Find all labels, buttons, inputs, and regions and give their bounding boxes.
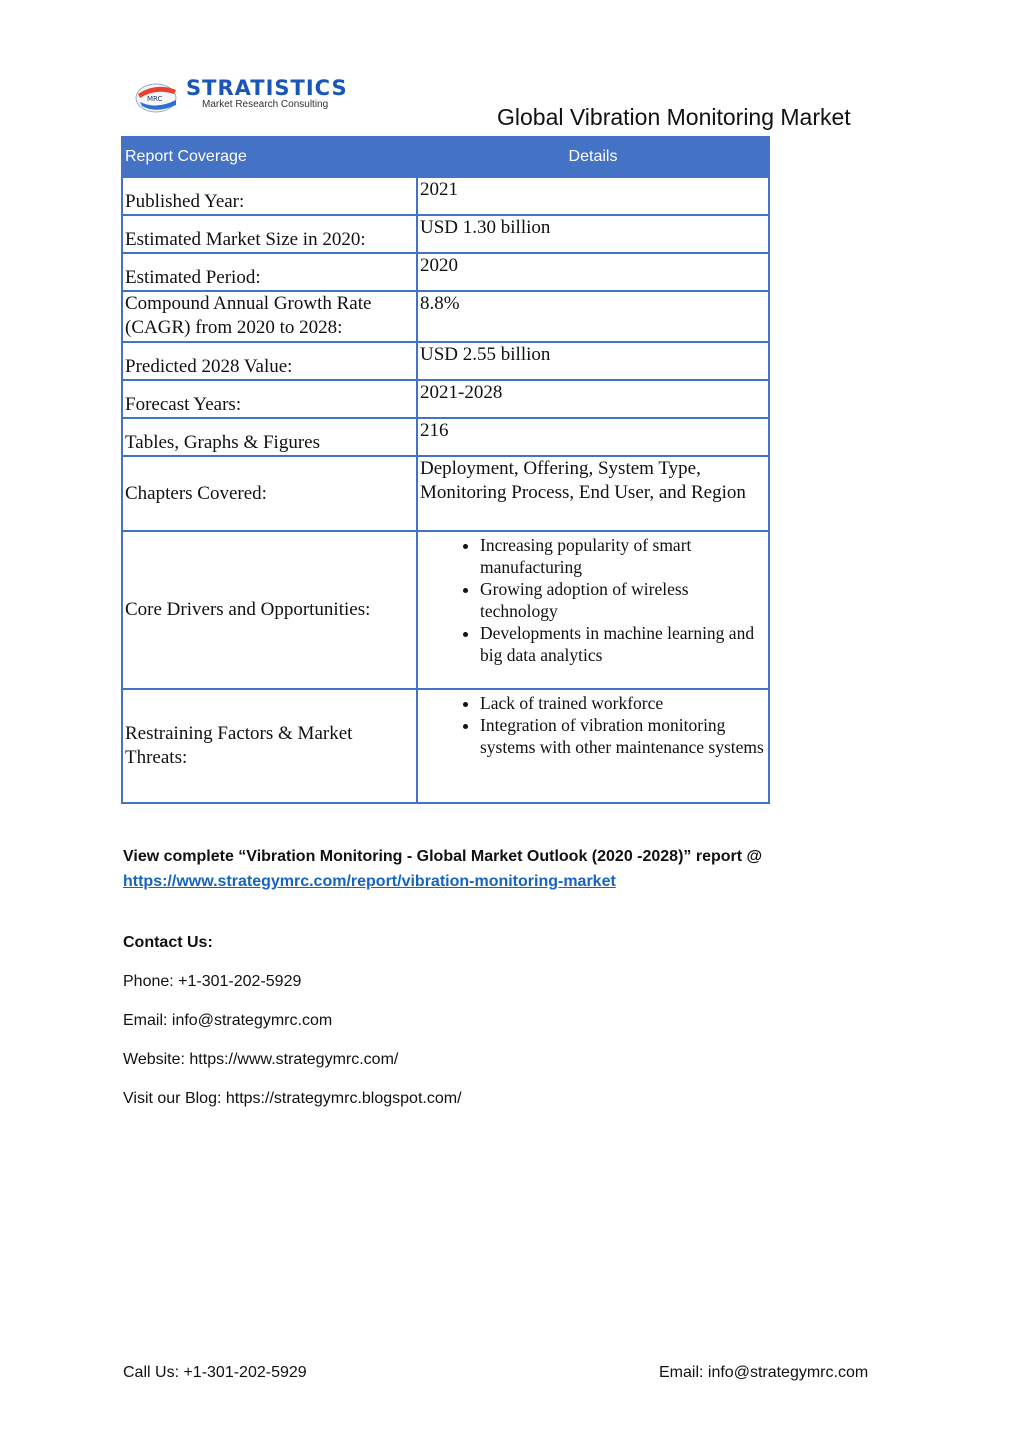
row-label: Forecast Years: bbox=[122, 380, 417, 418]
svg-text:MRC: MRC bbox=[147, 95, 163, 103]
drivers-list-cell bbox=[417, 531, 769, 689]
list-item: • Integration of vibration monitoring systems with other maintenance systems bbox=[480, 714, 766, 758]
restraints-list-cell bbox=[417, 689, 769, 803]
table-header-row bbox=[122, 137, 769, 177]
company-logo bbox=[134, 78, 354, 118]
report-link[interactable]: https://www.strategymrc.com/report/vibration-monitoring-market bbox=[123, 873, 616, 890]
row-value: 2021 bbox=[417, 177, 769, 215]
table-row bbox=[122, 380, 769, 418]
cta-text: View complete “Vibration Monitoring - Global Market Outlook (2020 -2028)” report @ bbox=[123, 848, 763, 865]
table-row-restraints bbox=[122, 689, 769, 803]
list-item: • Increasing popularity of smart manufacturing bbox=[480, 534, 766, 578]
contact-phone: Phone: +1-301-202-5929 bbox=[123, 973, 302, 990]
logo-globe-icon bbox=[134, 80, 186, 116]
row-label: Core Drivers and Opportunities: bbox=[122, 531, 417, 689]
table-row bbox=[122, 342, 769, 380]
row-value: 2021-2028 bbox=[417, 380, 769, 418]
restraints-list bbox=[420, 692, 766, 758]
row-value: 2020 bbox=[417, 253, 769, 291]
row-value: USD 2.55 billion bbox=[417, 342, 769, 380]
list-item: • Growing adoption of wireless technology bbox=[480, 578, 766, 622]
row-value: USD 1.30 billion bbox=[417, 215, 769, 253]
page-title: Global Vibration Monitoring Market bbox=[497, 104, 851, 130]
row-label: Estimated Market Size in 2020: bbox=[122, 215, 417, 253]
table-row bbox=[122, 418, 769, 456]
row-value: 8.8% bbox=[417, 291, 769, 342]
table-row-drivers bbox=[122, 531, 769, 689]
list-item: • Developments in machine learning and big data analytics bbox=[480, 622, 766, 666]
row-label: Published Year: bbox=[122, 177, 417, 215]
logo-tagline: Market Research Consulting bbox=[202, 99, 329, 110]
row-label: Tables, Graphs & Figures bbox=[122, 418, 417, 456]
column-header-report-coverage: Report Coverage bbox=[122, 137, 417, 177]
row-label: Restraining Factors & Market Threats: bbox=[122, 689, 417, 803]
contact-heading: Contact Us: bbox=[123, 934, 213, 951]
contact-section bbox=[123, 932, 462, 1127]
contact-website: Website: https://www.strategymrc.com/ bbox=[123, 1051, 399, 1068]
row-label: Estimated Period: bbox=[122, 253, 417, 291]
report-coverage-table bbox=[121, 136, 770, 804]
contact-email: Email: info@strategymrc.com bbox=[123, 1012, 333, 1029]
row-value: 216 bbox=[417, 418, 769, 456]
row-label: Predicted 2028 Value: bbox=[122, 342, 417, 380]
logo-brand-text: STRATISTICS bbox=[186, 76, 348, 100]
report-cta bbox=[123, 844, 843, 894]
table-row bbox=[122, 215, 769, 253]
table-row bbox=[122, 253, 769, 291]
table-row bbox=[122, 291, 769, 342]
row-value: Deployment, Offering, System Type, Monitoring Process, End User, and Region bbox=[417, 456, 769, 531]
column-header-details: Details bbox=[417, 137, 769, 177]
footer-email: Email: info@strategymrc.com bbox=[659, 1364, 869, 1381]
drivers-list bbox=[420, 534, 766, 666]
row-label: Compound Annual Growth Rate (CAGR) from 2020 to 2028: bbox=[122, 291, 417, 342]
list-item: • Lack of trained workforce bbox=[480, 692, 766, 714]
row-label: Chapters Covered: bbox=[122, 456, 417, 531]
footer-call: Call Us: +1-301-202-5929 bbox=[123, 1364, 307, 1381]
table-row bbox=[122, 177, 769, 215]
contact-blog: Visit our Blog: https://strategymrc.blogspot.com/ bbox=[123, 1090, 462, 1107]
table-row bbox=[122, 456, 769, 531]
